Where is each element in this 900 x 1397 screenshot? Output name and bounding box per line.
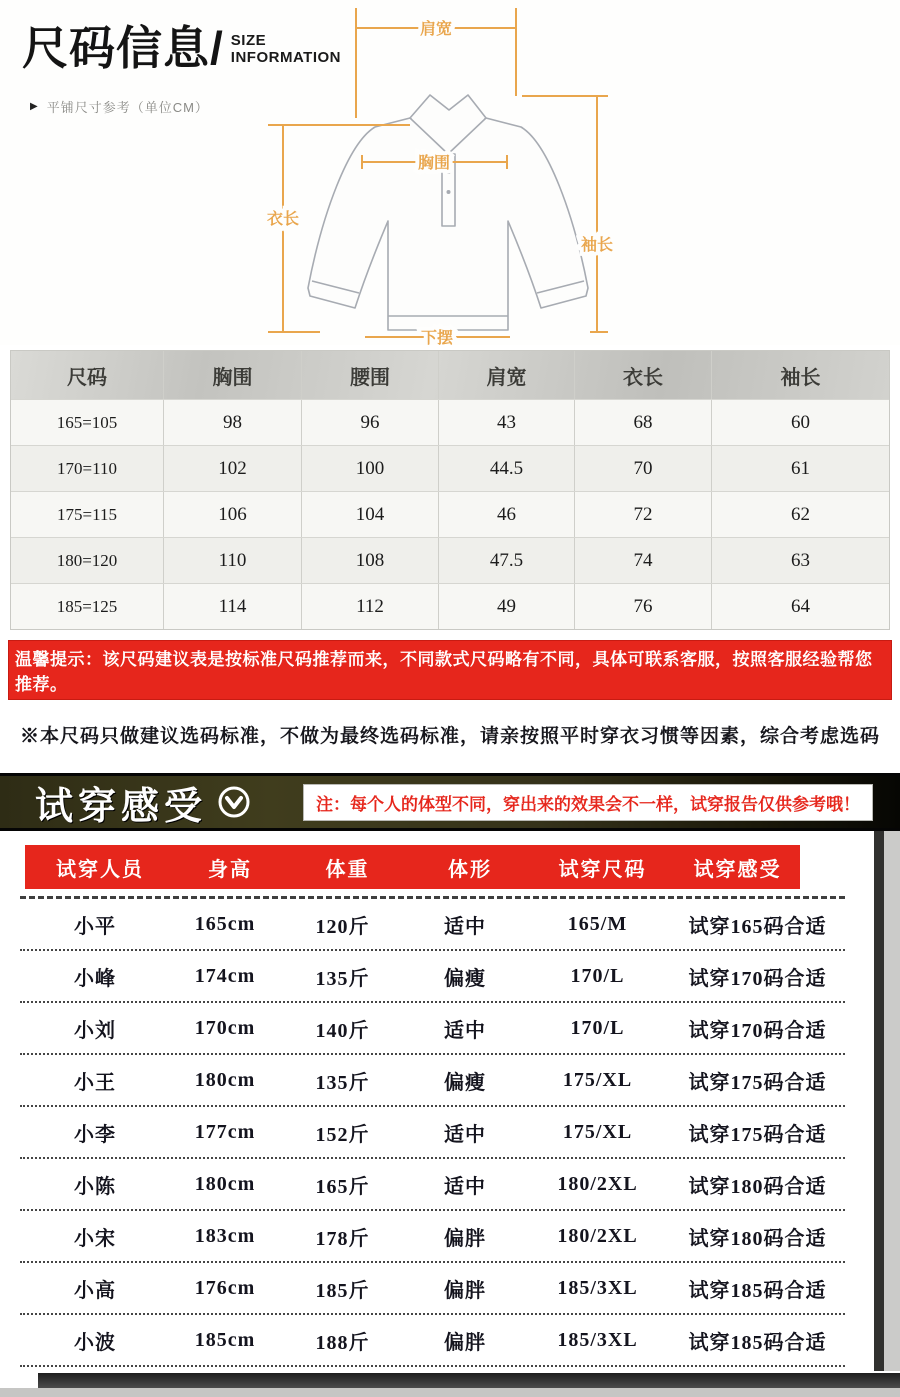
tryon-table-row [20,899,845,951]
tryon-table-body [0,899,900,1367]
tryon-cell-weight: 185斤 [315,1279,370,1302]
tryon-disclaimer-note: 注：每个人的体型不同，穿出来的效果会不一样，试穿报告仅供参考哦！ [303,784,873,821]
tryon-cell-height: 183cm [194,1224,256,1247]
tryon-cell-tester: 小李 [74,1123,116,1146]
tryon-cell-weight: 152斤 [315,1123,370,1146]
tryon-cell-experience: 试穿185码合适 [688,1331,827,1354]
tryon-cell-experience: 试穿175码合适 [688,1071,827,1094]
card-bottom-shadow [38,1373,900,1388]
tryon-cell-bodytype: 适中 [444,915,486,938]
tryon-cell-tester: 小王 [74,1071,116,1094]
tryon-cell-bodytype: 偏胖 [444,1279,486,1302]
size-table-row [11,491,889,537]
size-table-cell: 43 [438,400,574,445]
tryon-cell-size: 185/3XL [557,1328,638,1351]
label-hem: 下摆 [420,330,454,345]
size-table-cell: 70 [574,446,711,491]
tryon-cell-experience: 试穿180码合适 [688,1175,827,1198]
tryon-table-row [20,951,845,1003]
tryon-cell-weight: 135斤 [315,967,370,990]
size-table-cell: 110 [163,538,301,583]
size-table-cell: 68 [574,400,711,445]
tryon-table-header: 身高 [208,858,252,881]
tryon-cell-height: 180cm [194,1068,256,1091]
tryon-cell-tester: 小高 [74,1279,116,1302]
tryon-cell-height: 165cm [194,912,256,935]
tryon-section-title: 试穿感受 [35,785,208,828]
tryon-cell-size: 175/XL [562,1068,633,1091]
size-table-cell: 96 [301,400,438,445]
tryon-table-header: 体重 [325,858,370,881]
label-garment-length: 衣长 [266,211,300,228]
size-table-cell: 74 [574,538,711,583]
tryon-cell-size: 180/2XL [557,1172,638,1195]
size-table-cell: 170=110 [57,458,117,478]
subtitle-text: 平铺尺寸参考（单位CM） [46,100,209,115]
size-table-cell: 104 [301,492,438,537]
size-table-row [11,537,889,583]
tryon-cell-experience: 试穿170码合适 [688,1019,827,1042]
size-table-header: 尺码 [67,366,107,389]
tryon-table-header: 体形 [448,858,492,881]
size-table-cell: 106 [163,492,301,537]
tryon-cell-tester: 小平 [74,915,116,938]
tryon-table-row [20,1003,845,1055]
tryon-table-header: 试穿感受 [693,858,782,881]
tryon-cell-tester: 小宋 [74,1227,116,1250]
tryon-cell-weight: 120斤 [315,915,370,938]
size-table-body [11,399,889,629]
card-edge-shadow [874,831,884,1371]
tryon-section [0,773,900,1371]
tryon-cell-height: 174cm [194,964,256,987]
tryon-cell-height: 185cm [194,1328,256,1351]
shirt-outline [308,95,588,330]
tryon-cell-size: 180/2XL [557,1224,638,1247]
size-table-cell: 46 [438,492,574,537]
tryon-table-header-row [25,845,800,889]
size-table-cell: 102 [163,446,301,491]
size-table-row [11,399,889,445]
size-table-header: 袖长 [711,351,889,399]
size-table-header: 衣长 [574,351,711,399]
chevron-down-circle-icon [217,785,251,819]
tryon-table-row [20,1211,845,1263]
size-table-cell: 64 [711,584,889,629]
size-table-cell: 60 [711,400,889,445]
triangle-bullet-icon: ▶ [30,101,39,112]
tryon-cell-size: 170/L [570,964,625,987]
tryon-cell-bodytype: 适中 [444,1175,486,1198]
size-table-cell: 175=115 [57,504,117,524]
tryon-cell-tester: 小峰 [74,967,116,990]
tryon-table-row [20,1263,845,1315]
label-sleeve-length: 袖长 [580,237,614,254]
tryon-table-row [20,1159,845,1211]
size-table-header: 胸围 [163,351,301,399]
tryon-table-row [20,1055,845,1107]
label-shoulder-width: 肩宽 [419,21,453,38]
size-table-cell: 61 [711,446,889,491]
size-table-cell: 72 [574,492,711,537]
tryon-cell-bodytype: 适中 [444,1019,486,1042]
size-table-row [11,445,889,491]
shirt-diagram-svg [260,0,900,345]
size-table-header-row [11,351,889,399]
size-table-row [11,583,889,629]
size-advice-note: ※本尺码只做建议选码标准，不做为最终选码标准，请亲按照平时穿衣习惯等因素，综合考虑选码 [19,726,880,747]
tryon-cell-experience: 试穿175码合适 [688,1123,827,1146]
size-table-cell: 98 [163,400,301,445]
size-table-header: 肩宽 [438,351,574,399]
tryon-cell-bodytype: 偏瘦 [444,967,486,990]
tryon-cell-size: 165/M [567,912,628,935]
tryon-table-header: 试穿人员 [56,858,144,881]
tryon-cell-experience: 试穿180码合适 [688,1227,827,1250]
tryon-cell-bodytype: 适中 [444,1123,486,1146]
page-footer [0,1371,900,1397]
tryon-cell-weight: 135斤 [315,1071,370,1094]
tryon-cell-height: 177cm [194,1120,256,1143]
page-bottom-strip [0,1388,900,1397]
tryon-cell-tester: 小陈 [74,1175,116,1198]
size-table-header: 腰围 [301,351,438,399]
tryon-cell-bodytype: 偏瘦 [444,1071,486,1094]
size-table-cell: 114 [163,584,301,629]
size-table-cell: 108 [301,538,438,583]
size-table-cell: 112 [301,584,438,629]
tryon-cell-experience: 试穿170码合适 [688,967,827,990]
size-table [10,350,890,630]
tryon-table-row [20,1315,845,1367]
label-chest: 胸围 [417,155,451,172]
size-table-cell: 49 [438,584,574,629]
tryon-table-row [20,1107,845,1159]
tryon-cell-weight: 165斤 [315,1175,370,1198]
tryon-cell-bodytype: 偏胖 [444,1331,486,1354]
tryon-cell-size: 175/XL [562,1120,633,1143]
tryon-cell-weight: 188斤 [315,1331,370,1354]
tryon-table-header: 试穿尺码 [558,858,647,881]
tryon-cell-tester: 小刘 [74,1019,116,1042]
tryon-cell-tester: 小波 [74,1331,116,1354]
size-table-cell: 180=120 [56,550,118,570]
tryon-cell-weight: 178斤 [315,1227,370,1250]
card-edge-margin [884,831,900,1371]
tryon-cell-height: 180cm [194,1172,256,1195]
tryon-cell-bodytype: 偏胖 [444,1227,486,1250]
flat-measure-subtitle [30,97,209,116]
tryon-section-header-bar [0,773,900,831]
tryon-cell-experience: 试穿165码合适 [688,915,827,938]
size-table-cell: 185=125 [56,596,118,616]
title-chinese: 尺码信息/ [22,22,224,74]
tryon-cell-experience: 试穿185码合适 [688,1279,827,1302]
tryon-cell-height: 170cm [194,1016,256,1039]
tryon-table [0,831,900,1371]
size-table-cell: 100 [301,446,438,491]
size-table-cell: 165=105 [56,412,118,432]
size-table-cell: 63 [711,538,889,583]
tryon-cell-size: 170/L [570,1016,625,1039]
size-table-cell: 44.5 [438,446,574,491]
tryon-cell-weight: 140斤 [315,1019,370,1042]
tryon-cell-size: 185/3XL [557,1276,638,1299]
shirt-measurement-diagram [260,0,900,345]
tryon-cell-height: 176cm [194,1276,256,1299]
title-english-line2: INFORMATION [230,49,341,67]
size-table-cell: 76 [574,584,711,629]
warm-tip-banner: 温馨提示：该尺码建议表是按标准尺码推荐而来，不同款式尺码略有不同，具体可联系客服，按照客服经验帮您推荐。 [8,640,892,700]
size-info-header-section [0,0,900,345]
title-english-line1: SIZE [230,32,267,49]
size-table-cell: 47.5 [438,538,574,583]
size-table-cell: 62 [711,492,889,537]
